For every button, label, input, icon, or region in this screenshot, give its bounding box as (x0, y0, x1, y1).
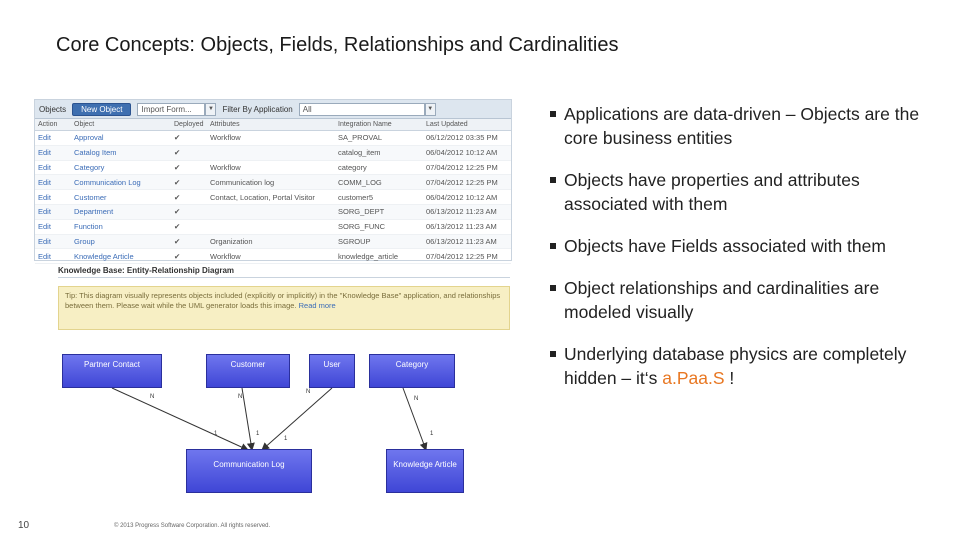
attributes-cell (207, 204, 335, 219)
cardinality-label: N (150, 394, 155, 400)
attributes-cell: Workflow (207, 131, 335, 146)
bullet-item (548, 168, 928, 216)
last-updated-cell: 06/13/2012 11:23 AM (423, 219, 511, 234)
object-link[interactable]: Group (71, 234, 171, 249)
objects-toolbar (35, 100, 511, 119)
filter-application-select[interactable]: All (299, 103, 425, 116)
column-header[interactable]: Integration Name (335, 119, 423, 131)
column-header[interactable]: Deployed (171, 119, 207, 131)
entity-knowledge-article[interactable]: Knowledge Article (386, 449, 464, 493)
bullet-square-icon (550, 285, 556, 291)
chevron-down-icon[interactable]: ▼ (425, 103, 436, 116)
bullet-list (548, 102, 928, 408)
relationship-line (112, 388, 248, 450)
integration-name-cell: knowledge_article (335, 249, 423, 264)
bullet-item (548, 234, 928, 258)
entity-category[interactable]: Category (369, 354, 455, 388)
bullet-item (548, 342, 928, 390)
integration-name-cell: catalog_item (335, 145, 423, 160)
entity-user[interactable]: User (309, 354, 355, 388)
import-select[interactable]: Import Form... (137, 103, 205, 116)
bullet-text: Object relationships and cardinalities are modeled visually (564, 278, 880, 322)
object-link[interactable]: Communication Log (71, 175, 171, 190)
object-link[interactable]: Function (71, 219, 171, 234)
bullet-square-icon (550, 177, 556, 183)
object-link[interactable]: Knowledge Article (71, 249, 171, 264)
table-row (35, 190, 511, 205)
cardinality-label: 1 (256, 431, 260, 437)
attributes-cell: Organization (207, 234, 335, 249)
object-link[interactable]: Catalog Item (71, 145, 171, 160)
attributes-cell: Contact, Location, Portal Visitor (207, 190, 335, 205)
tip-text: Tip: This diagram visually represents objects included (explicitly or implicitly) in the "Knowledge Base" application, and relationships between them. Please wait while the UML generator loads this image. (65, 291, 501, 310)
bullet-text: Objects have properties and attributes associated with them (564, 170, 860, 214)
cardinality-label: N (414, 396, 419, 402)
bullet-text: Underlying database physics are completely hidden – it‘s (564, 344, 907, 388)
edit-link[interactable]: Edit (35, 175, 71, 190)
table-row (35, 234, 511, 249)
last-updated-cell: 06/13/2012 11:23 AM (423, 234, 511, 249)
bullet-text: Objects have Fields associated with them (564, 236, 886, 256)
deployed-check-icon: ✔ (171, 190, 207, 205)
relationship-line (242, 388, 252, 450)
bullet-text-end: ! (724, 368, 735, 388)
bullet-square-icon (550, 243, 556, 249)
column-header[interactable]: Object (71, 119, 171, 131)
object-link[interactable]: Customer (71, 190, 171, 205)
table-row (35, 219, 511, 234)
cardinality-label: 1 (430, 431, 434, 437)
bullet-square-icon (550, 351, 556, 357)
deployed-check-icon: ✔ (171, 204, 207, 219)
bullet-item (548, 276, 928, 324)
table-row (35, 131, 511, 146)
integration-name-cell: SA_PROVAL (335, 131, 423, 146)
edit-link[interactable]: Edit (35, 234, 71, 249)
edit-link[interactable]: Edit (35, 145, 71, 160)
integration-name-cell: COMM_LOG (335, 175, 423, 190)
entity-partner-contact[interactable]: Partner Contact (62, 354, 162, 388)
relationship-line (262, 388, 332, 450)
read-more-link[interactable]: Read more (298, 301, 336, 310)
page-number: 10 (18, 520, 30, 531)
edit-link[interactable]: Edit (35, 190, 71, 205)
bullet-item (548, 102, 928, 150)
edit-link[interactable]: Edit (35, 249, 71, 264)
integration-name-cell: SORG_DEPT (335, 204, 423, 219)
integration-name-cell: category (335, 160, 423, 175)
cardinality-label: N (238, 394, 243, 400)
last-updated-cell: 06/04/2012 10:12 AM (423, 190, 511, 205)
integration-name-cell: SGROUP (335, 234, 423, 249)
cardinality-label: 1 (284, 436, 288, 442)
object-link[interactable]: Department (71, 204, 171, 219)
deployed-check-icon: ✔ (171, 160, 207, 175)
last-updated-cell: 07/04/2012 12:25 PM (423, 160, 511, 175)
new-object-button[interactable]: New Object (72, 103, 131, 116)
apaas-highlight: a.Paa.S (662, 368, 725, 388)
attributes-cell: Communication log (207, 175, 335, 190)
attributes-cell (207, 219, 335, 234)
deployed-check-icon: ✔ (171, 175, 207, 190)
edit-link[interactable]: Edit (35, 160, 71, 175)
chevron-down-icon[interactable]: ▼ (205, 103, 216, 116)
object-link[interactable]: Category (71, 160, 171, 175)
deployed-check-icon: ✔ (171, 145, 207, 160)
entity-customer[interactable]: Customer (206, 354, 290, 388)
table-row (35, 175, 511, 190)
edit-link[interactable]: Edit (35, 219, 71, 234)
entity-communication-log[interactable]: Communication Log (186, 449, 312, 493)
integration-name-cell: customer5 (335, 190, 423, 205)
last-updated-cell: 06/12/2012 03:35 PM (423, 131, 511, 146)
er-diagram-panel (34, 262, 510, 522)
bullet-square-icon (550, 111, 556, 117)
deployed-check-icon: ✔ (171, 131, 207, 146)
filter-label: Filter By Application (222, 104, 293, 114)
cardinality-label: N (306, 389, 311, 395)
copyright-footer: © 2013 Progress Software Corporation. All rights reserved. (114, 523, 271, 529)
last-updated-cell: 06/04/2012 10:12 AM (423, 145, 511, 160)
bullet-text: Applications are data-driven – Objects are the core business entities (564, 104, 920, 148)
column-header[interactable]: Action (35, 119, 71, 131)
object-link[interactable]: Approval (71, 131, 171, 146)
table-row (35, 145, 511, 160)
objects-table (35, 119, 511, 264)
attributes-cell: Workflow (207, 249, 335, 264)
edit-link[interactable]: Edit (35, 131, 71, 146)
integration-name-cell: SORG_FUNC (335, 219, 423, 234)
last-updated-cell: 06/13/2012 11:23 AM (423, 204, 511, 219)
table-row (35, 204, 511, 219)
deployed-check-icon: ✔ (171, 219, 207, 234)
attributes-cell (207, 145, 335, 160)
slide-title: Core Concepts: Objects, Fields, Relationships and Cardinalities (56, 34, 619, 56)
deployed-check-icon: ✔ (171, 234, 207, 249)
objects-tab[interactable]: Objects (39, 104, 67, 114)
attributes-cell: Workflow (207, 160, 335, 175)
er-diagram-title: Knowledge Base: Entity-Relationship Diagram (58, 266, 235, 275)
deployed-check-icon: ✔ (171, 249, 207, 264)
last-updated-cell: 07/04/2012 12:25 PM (423, 249, 511, 264)
last-updated-cell: 07/04/2012 12:25 PM (423, 175, 511, 190)
table-row (35, 160, 511, 175)
edit-link[interactable]: Edit (35, 204, 71, 219)
cardinality-label: 1 (214, 431, 218, 437)
column-header[interactable]: Attributes (207, 119, 335, 131)
objects-panel (34, 99, 512, 261)
column-header[interactable]: Last Updated (423, 119, 511, 131)
